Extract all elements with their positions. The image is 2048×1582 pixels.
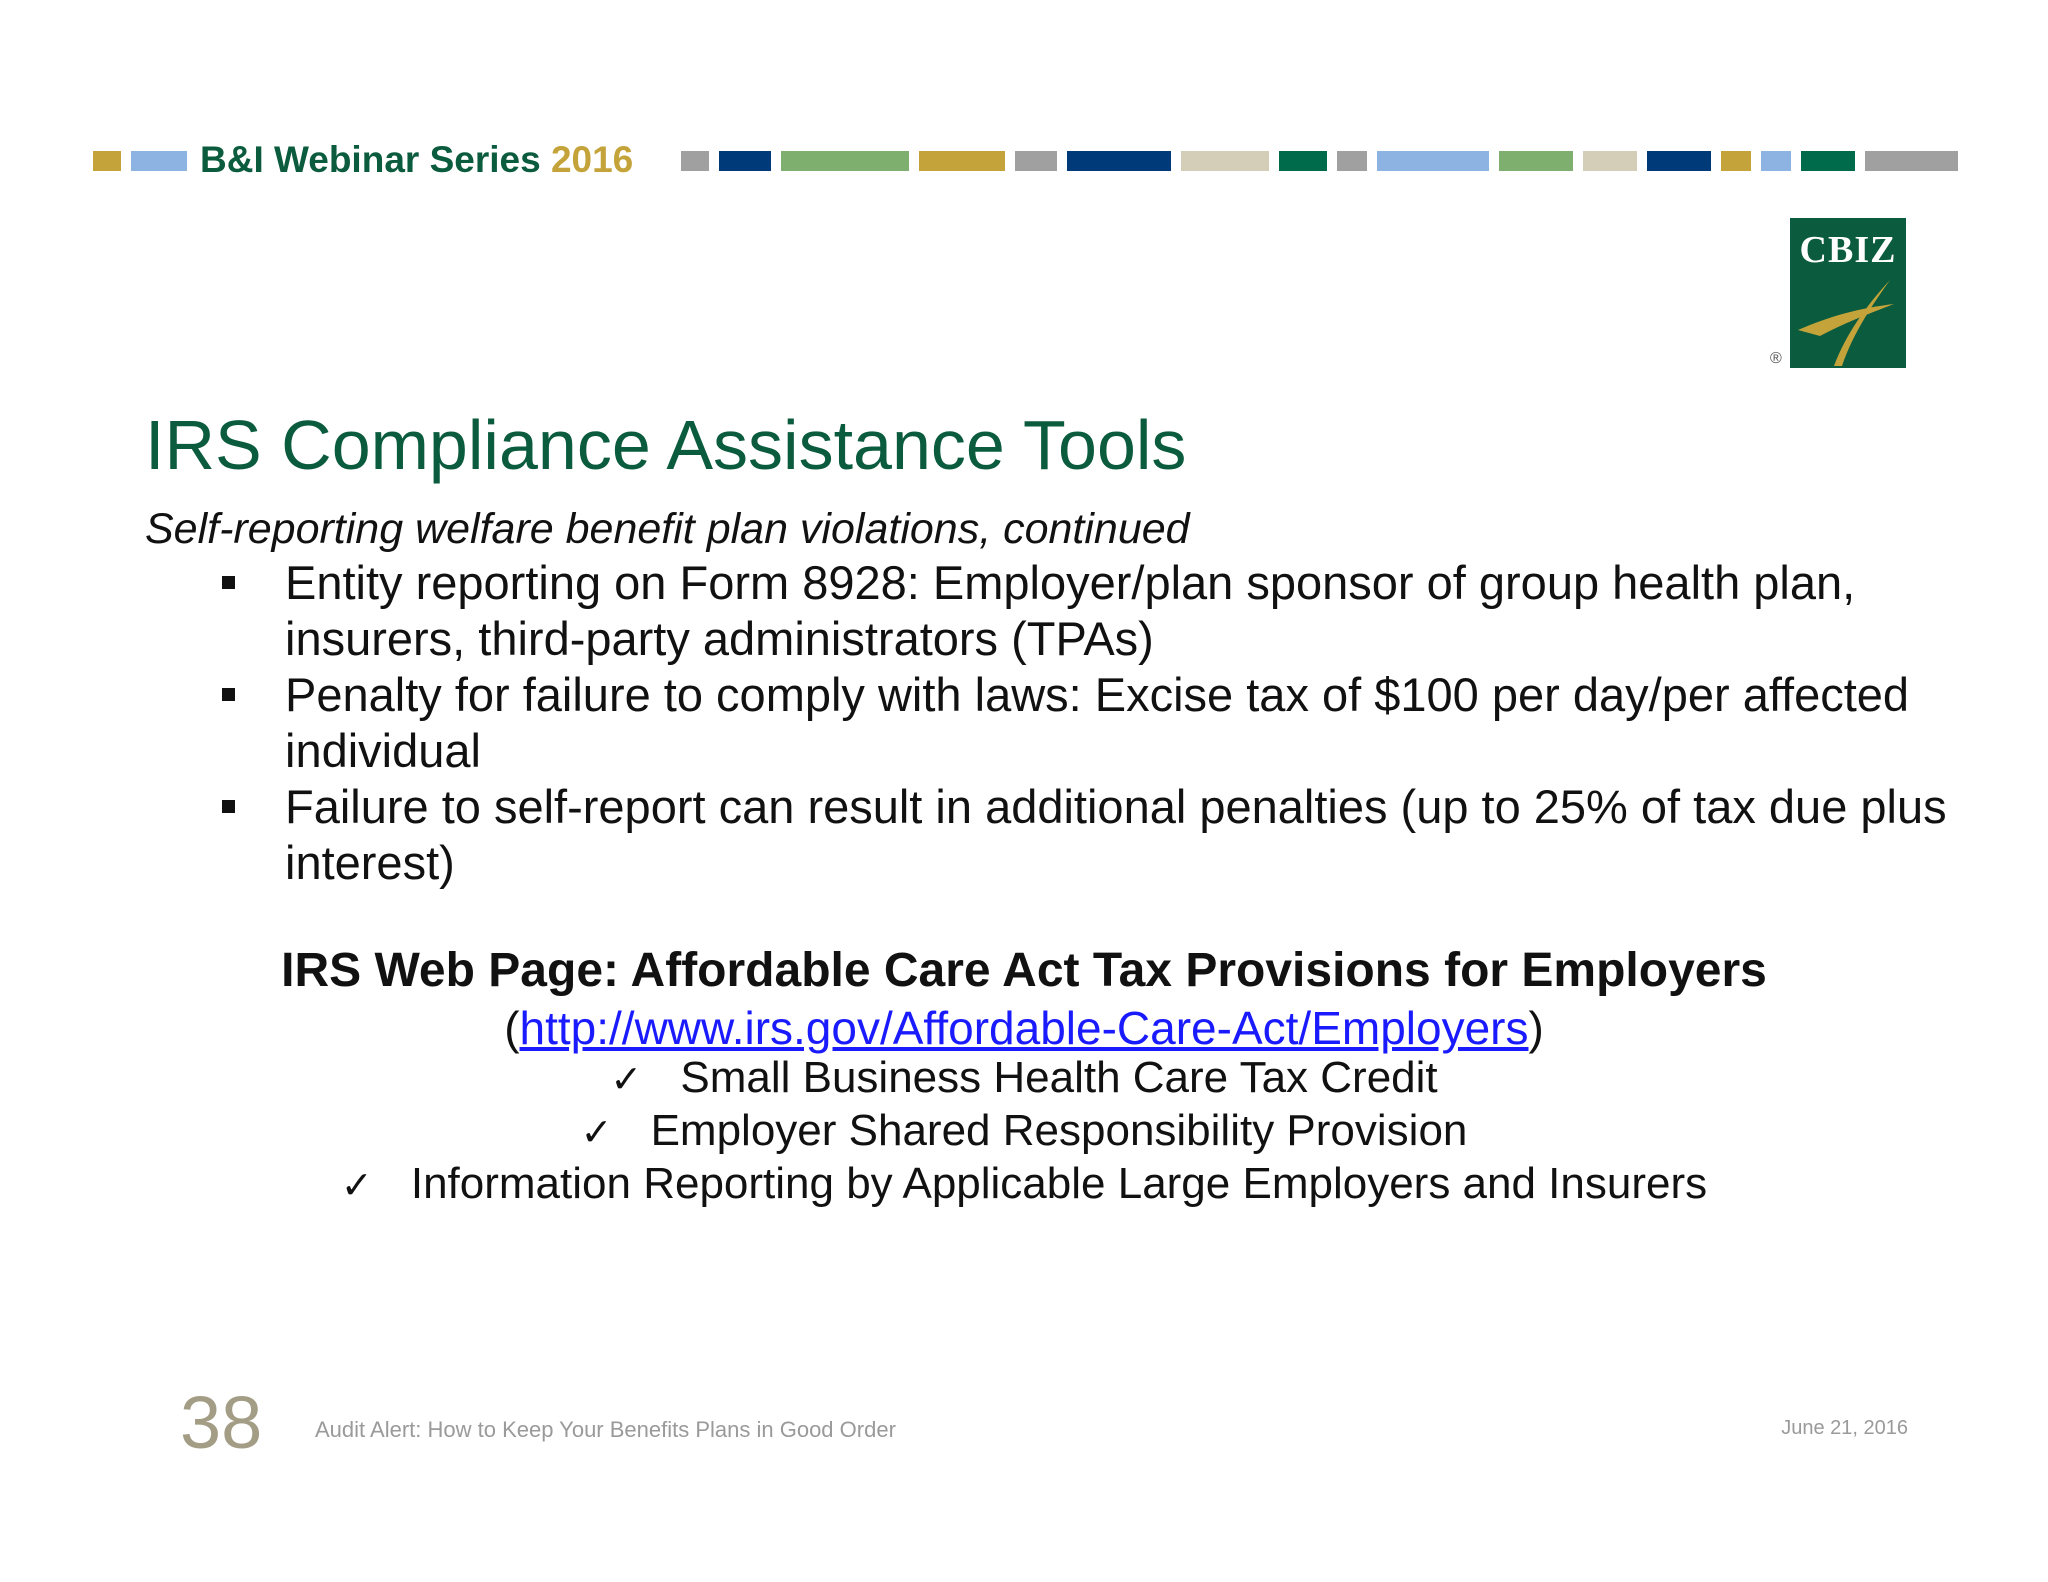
band-segment — [1279, 151, 1327, 171]
band-segment — [1647, 151, 1711, 171]
band-segment — [1865, 151, 1958, 171]
check-item — [0, 1052, 2048, 1105]
band-segment — [919, 151, 1005, 171]
slide-subtitle: Self-reporting welfare benefit plan violations, continued — [145, 505, 1190, 553]
band-segment — [1377, 151, 1489, 171]
band-segment — [1801, 151, 1855, 171]
square-bullet-icon — [222, 800, 235, 813]
url-close-paren: ) — [1528, 1002, 1544, 1054]
series-name: B&I Webinar Series — [200, 139, 541, 180]
slide-title: IRS Compliance Assistance Tools — [145, 406, 1187, 484]
bullet-text: Failure to self-report can result in additional penalties (up to 25% of tax due plus interest) — [285, 780, 1947, 889]
band-segment — [1761, 151, 1791, 171]
webinar-series-label — [200, 136, 633, 184]
square-bullet-icon — [222, 688, 235, 701]
web-page-heading: IRS Web Page: Affordable Care Act Tax Provisions for Employers — [281, 944, 1767, 997]
check-text: Employer Shared Responsibility Provision — [650, 1106, 1468, 1155]
bullet-text: Entity reporting on Form 8928: Employer/plan sponsor of group health plan, insurers, third-party administrators (TPAs) — [285, 556, 1856, 665]
check-list — [0, 1052, 2048, 1211]
footer-title: Audit Alert: How to Keep Your Benefits Plans in Good Order — [315, 1417, 896, 1442]
logo-text: CBIZ — [1799, 229, 1897, 271]
band-segment — [131, 151, 187, 171]
band-segment — [1067, 151, 1171, 171]
check-text: Information Reporting by Applicable Large Employers and Insurers — [410, 1159, 1708, 1208]
check-text: Small Business Health Care Tax Credit — [680, 1053, 1438, 1102]
slide-number: 38 — [180, 1381, 263, 1464]
band-segment — [1337, 151, 1367, 171]
band-segment — [681, 151, 709, 171]
cbiz-logo — [1790, 218, 1906, 368]
band-segment — [1015, 151, 1057, 171]
bullet-item — [215, 667, 1955, 779]
registered-mark: ® — [1770, 350, 1782, 367]
series-year: 2016 — [550, 139, 634, 180]
check-item — [0, 1105, 2048, 1158]
checkmark-icon: ✓ — [340, 1163, 373, 1207]
band-segment — [1181, 151, 1269, 171]
band-segment — [1583, 151, 1637, 171]
bullet-item — [215, 555, 1955, 667]
checkmark-icon: ✓ — [580, 1110, 613, 1154]
band-segment — [781, 151, 909, 171]
bullet-item — [215, 779, 1955, 891]
web-url-line — [0, 1001, 2048, 1055]
band-segment — [1499, 151, 1573, 171]
band-segment — [1721, 151, 1751, 171]
logo-swoosh-icon — [1790, 218, 1906, 368]
footer-date: June 21, 2016 — [1781, 1417, 1908, 1439]
check-item — [0, 1158, 2048, 1211]
irs-employers-link[interactable]: http://www.irs.gov/Affordable-Care-Act/Employers — [519, 1002, 1529, 1054]
band-segment — [719, 151, 771, 171]
bullet-text: Penalty for failure to comply with laws: Excise tax of $100 per day/per affected individual — [285, 668, 1910, 777]
square-bullet-icon — [222, 576, 235, 589]
checkmark-icon: ✓ — [610, 1057, 643, 1101]
url-open-paren: ( — [504, 1002, 520, 1054]
band-segment — [93, 151, 121, 171]
bullet-list — [215, 555, 1955, 891]
